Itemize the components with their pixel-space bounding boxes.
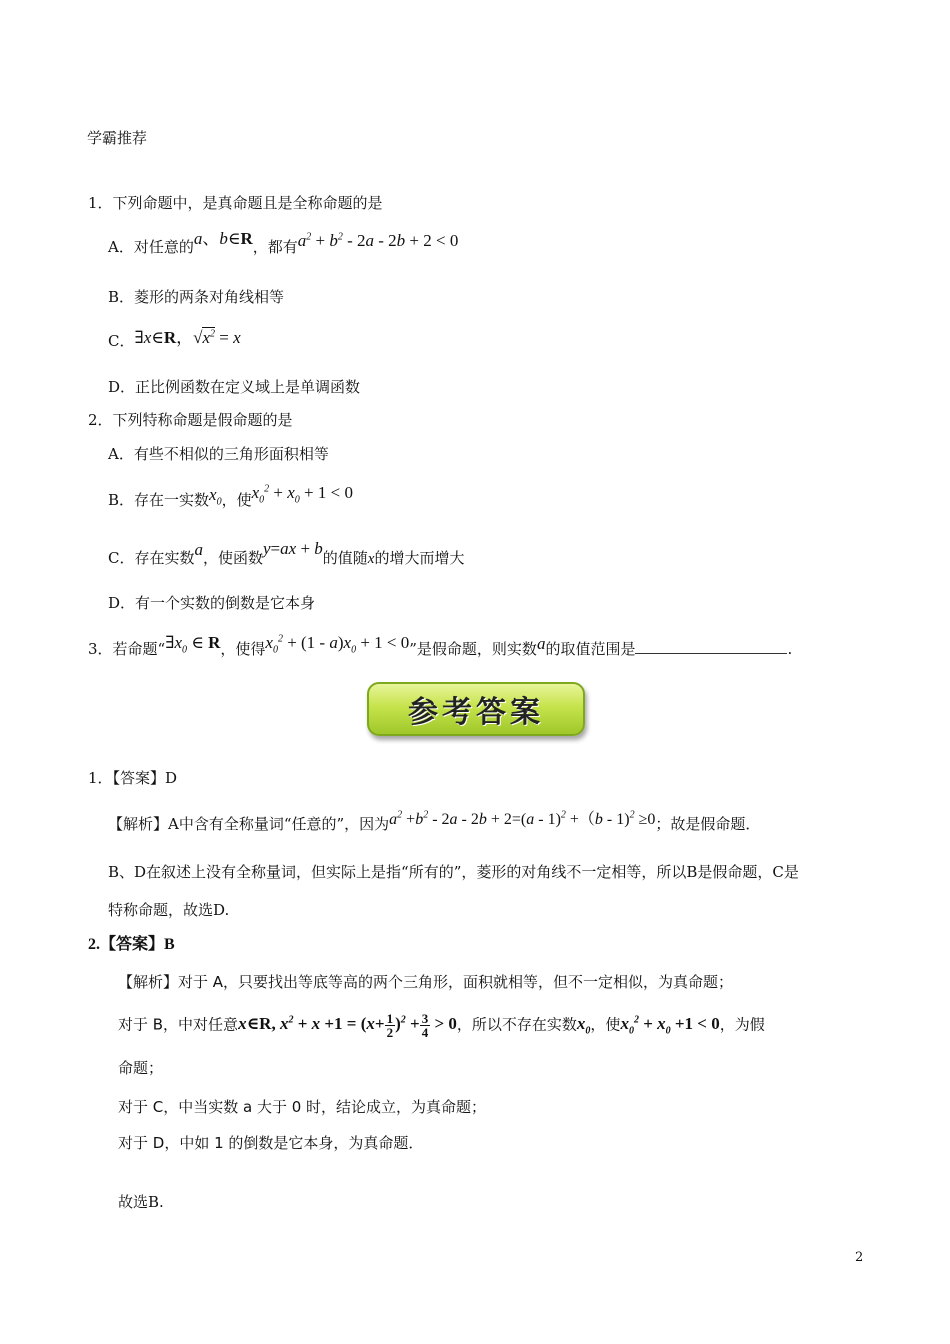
a2-l2-math1: x∈R, $x^2 + x +1 = (x+$ $\frac{1}{2}$ )$^2$ + $\frac{3}{4}$ > 0: [238, 1011, 457, 1040]
q3-math1: $\exists x_0$ ∈ R: [165, 633, 221, 656]
q3-mid: ，使得: [220, 640, 266, 658]
q3-math2: $x_0^2 + (1 - a)x_0 + 1 < 0$: [265, 633, 410, 656]
q1-option-a-math2: $a^2 + b^2 - 2a - 2b + 2 < 0$: [297, 231, 459, 250]
q2-option-c: [108, 539, 465, 569]
a1-exp-post: ；故是假命题．: [655, 815, 761, 833]
page-number: 2: [855, 1250, 864, 1265]
page-header: 学霸推荐: [87, 129, 148, 147]
a1-head: 1．【答案】D: [88, 769, 178, 787]
q2-option-c-post2: 的增大而增大: [374, 549, 465, 567]
a2-head: 2.【答案】B: [88, 936, 175, 953]
a2-line3: 命题；: [118, 1059, 164, 1077]
a2-frac-half: $\frac{1}{2}$: [386, 1011, 394, 1040]
q2-option-b-math: $x_0^2 + x_0 + 1 < 0$: [251, 483, 353, 506]
q1-option-c: [108, 328, 241, 351]
a1-line3: 特称命题，故选D.: [108, 901, 230, 919]
q3-pre: 3．若命题“: [88, 640, 166, 658]
a2-frac-three-quarters: $\frac{3}{4}$: [421, 1011, 429, 1040]
q2-stem: 2．下列特称命题是假命题的是: [88, 411, 293, 429]
a2-l2-post: ，为假: [719, 1015, 765, 1034]
a1-exp-pre: 【解析】A中含有全称量词“任意的”，因为: [108, 815, 390, 833]
q2-option-a: A．有些不相似的三角形面积相等: [108, 445, 329, 463]
q1-option-a: [108, 229, 459, 257]
q1-option-a-pre: A．对任意的: [108, 238, 194, 256]
q2-option-b-pre: B．存在一实数: [108, 491, 210, 509]
a2-line5: 对于 D，中如 1 的倒数是它本身，为真命题．: [118, 1134, 424, 1152]
q2-option-c-post1: 的值随: [322, 549, 368, 567]
q2-option-d: D．有一个实数的倒数是它本身: [108, 594, 316, 612]
answer-banner-text: 参考答案: [408, 695, 544, 730]
a2-l2-var: $x_0$: [576, 1014, 591, 1037]
q2-option-b-mid: ，使: [221, 491, 252, 509]
a1-explanation: [108, 809, 761, 835]
q2-option-c-mid: ，使函数: [202, 549, 263, 567]
q2-option-c-pre: C．存在实数: [108, 549, 195, 567]
a2-l2-pre: 对于 B，中对任意: [118, 1015, 239, 1034]
a2-line1: 【解析】对于 A，只要找出等底等高的两个三角形，面积就相等，但不一定相似，为真命题；: [118, 973, 734, 991]
q2-option-c-var: a: [194, 540, 203, 559]
a2-l2-mid: ，所以不存在实数: [456, 1015, 577, 1034]
a2-line2: [118, 1012, 765, 1039]
q3-var: a: [536, 634, 546, 653]
q3-post2: 的取值范围是: [545, 640, 636, 658]
q2-option-c-func: y=ax + b: [263, 539, 323, 558]
q2-option-c-x: x: [367, 551, 375, 567]
q1-option-c-math: ∃x∈R，$√x^2 = x$: [134, 328, 241, 347]
a2-l2-mid2: ，使: [590, 1015, 621, 1034]
answer-banner: [367, 682, 585, 736]
q3-post: ”是假命题，则实数: [409, 640, 537, 658]
q3-answer-blank[interactable]: [635, 639, 787, 654]
q1-stem: 1．下列命题中，是真命题且是全称命题的是: [88, 194, 383, 212]
q3-end: .: [787, 640, 793, 658]
q1-option-a-mid: ，都有: [252, 238, 298, 256]
a2-line4: 对于 C，中当实数 a 大于 0 时，结论成立，为真命题；: [118, 1098, 487, 1116]
a2-l2-math2: $x_0^2 + x_0 +1 < 0$: [620, 1014, 720, 1037]
a2-line6: 故选B.: [118, 1193, 164, 1211]
q1-option-c-pre: C．: [108, 332, 135, 350]
q1-option-a-math1: a、b∈R: [193, 229, 253, 248]
q3-stem: [88, 633, 793, 659]
q1-option-d: D．正比例函数在定义域上是单调函数: [108, 378, 361, 396]
a1-exp-math: $a^2 +b^2 - 2a - 2b + 2=(a - 1)^2 +(b - 1)^2 \ge 0$: [389, 809, 656, 828]
q1-option-b: B．菱形的两条对角线相等: [108, 288, 285, 306]
a1-line2: B、D在叙述上没有全称量词，但实际上是指“所有的”，菱形的对角线不一定相等，所以B是假命题，C是: [108, 863, 799, 881]
q2-option-b: [108, 483, 353, 510]
q2-option-b-var: $x_0$: [209, 485, 222, 508]
